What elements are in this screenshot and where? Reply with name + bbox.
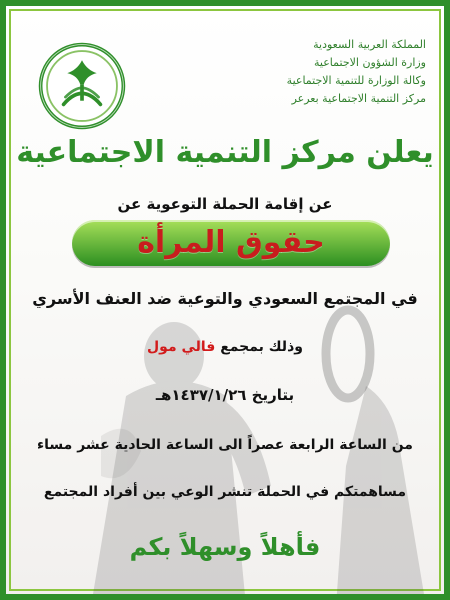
header-line-center: مركز التنمية الاجتماعية بعرعر <box>291 92 426 105</box>
closing-greeting: فأهلاً وسهلاً بكم <box>129 533 321 561</box>
saudi-emblem-icon <box>36 40 128 132</box>
venue-prefix: وذلك بمجمع <box>220 339 303 355</box>
banner-text: حقوق المرأة <box>137 225 325 260</box>
subtitle: عن إقامة الحملة التوعوية عن <box>117 195 333 213</box>
header-line-agency: وكالة الوزارة للتنمية الاجتماعية <box>286 74 426 87</box>
campaign-banner <box>72 220 390 266</box>
header-line-ministry: وزارة الشؤون الاجتماعية <box>314 56 426 69</box>
page-title: يعلن مركز التنمية الاجتماعية <box>16 135 434 170</box>
venue-line <box>6 337 444 357</box>
participation-line: مساهمتكم في الحملة تنشر الوعي بين أفراد المجتمع <box>43 484 407 500</box>
venue-name: فالي مول <box>147 339 216 355</box>
date-line: بتاريخ ١٤٣٧/١/٢٦هـ <box>155 386 295 404</box>
ministry-header <box>176 36 426 108</box>
campaign-topic-line: في المجتمع السعودي والتوعية ضد العنف الأسري <box>32 289 418 308</box>
time-line: من الساعة الرابعة عصراً الى الساعة الحادية عشر مساء <box>37 437 413 453</box>
header-line-kingdom: المملكة العربية السعودية <box>313 38 426 51</box>
